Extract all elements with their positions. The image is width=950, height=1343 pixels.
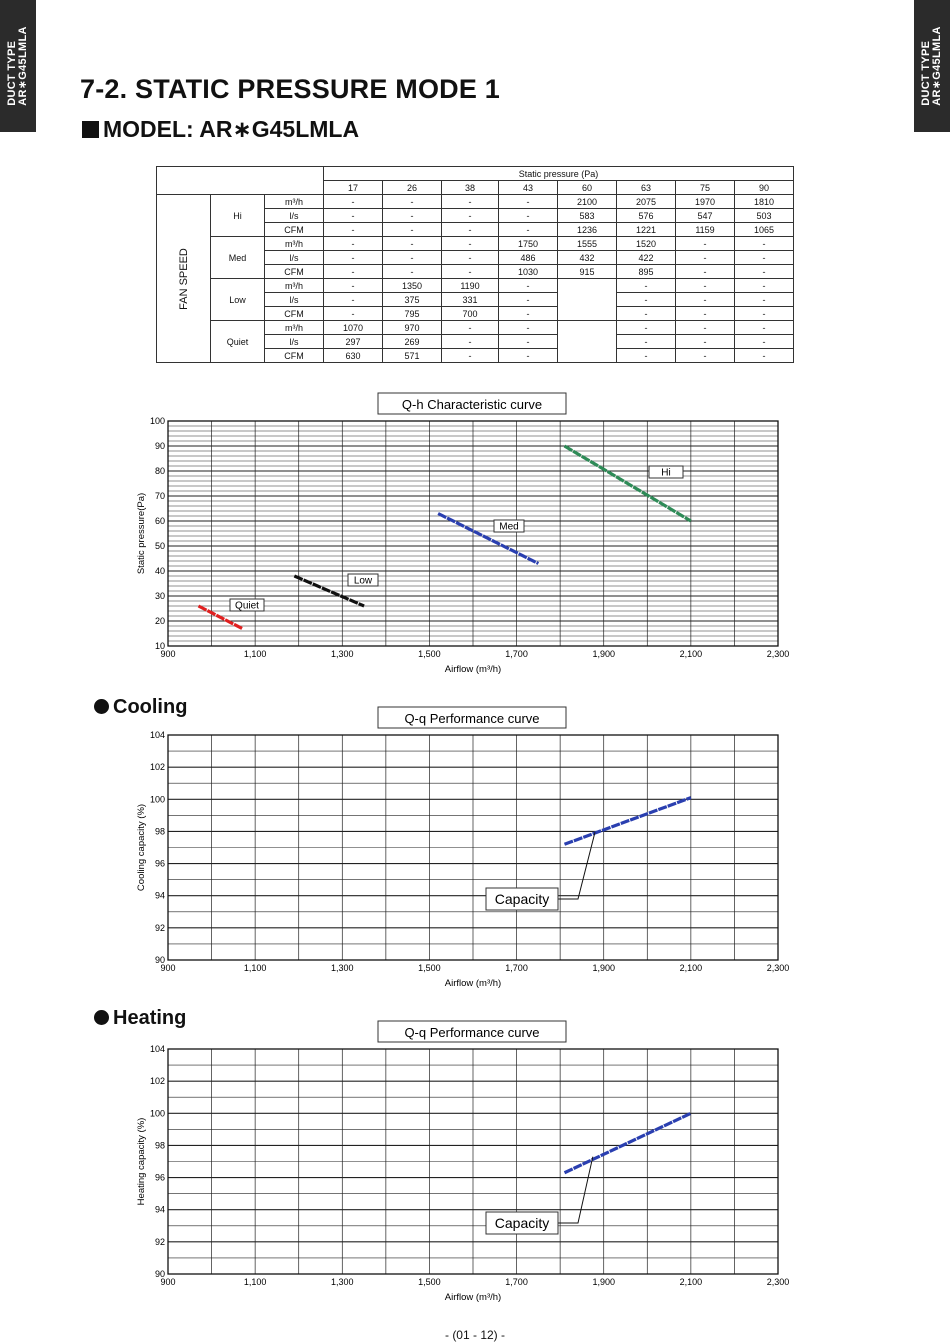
side-tab-right <box>914 0 950 132</box>
value-cell: 1030 <box>499 265 558 279</box>
value-cell: 432 <box>558 251 617 265</box>
unit-cell: m³/h <box>265 279 324 293</box>
y-tick-label: 90 <box>154 1269 165 1279</box>
pressure-cell: 75 <box>676 181 735 195</box>
static-pressure-table <box>156 166 794 363</box>
value-cell: - <box>499 195 558 209</box>
pressure-cell: 63 <box>617 181 676 195</box>
chart-title: Q-q Performance curve <box>404 1025 540 1040</box>
chart-title: Q-q Performance curve <box>404 711 540 726</box>
value-cell: - <box>676 279 735 293</box>
y-tick-label: 94 <box>154 1204 165 1215</box>
x-tick-label: 900 <box>160 1277 176 1287</box>
y-tick-label: 70 <box>154 491 165 501</box>
x-tick-label: 1,100 <box>243 963 267 973</box>
x-tick-label: 900 <box>160 963 176 973</box>
value-cell <box>558 321 617 335</box>
table-row <box>157 279 794 293</box>
value-cell: - <box>676 293 735 307</box>
value-cell: - <box>441 335 498 349</box>
value-cell: - <box>382 223 441 237</box>
heating-chart <box>130 1018 810 1313</box>
x-tick-label: 2,300 <box>766 1277 790 1287</box>
value-cell: 895 <box>617 265 676 279</box>
side-tab-line1: DUCT TYPE <box>6 40 18 106</box>
value-cell: - <box>441 349 498 363</box>
speed-cell: Quiet <box>211 321 265 363</box>
y-tick-label: 20 <box>154 616 165 626</box>
x-tick-label: 1,500 <box>418 1277 441 1287</box>
y-axis-label: Heating capacity (%) <box>136 1117 147 1206</box>
y-tick-label: 102 <box>149 1076 165 1087</box>
value-cell: 503 <box>735 209 794 223</box>
unit-cell: l/s <box>265 209 324 223</box>
value-cell <box>558 307 617 321</box>
x-tick-label: 2,300 <box>766 649 790 659</box>
value-cell: - <box>441 237 498 251</box>
cooling-label: Cooling <box>113 696 188 718</box>
speed-cell: Med <box>211 237 265 279</box>
value-cell: - <box>382 265 441 279</box>
value-cell: 331 <box>441 293 498 307</box>
y-tick-label: 50 <box>154 541 165 551</box>
y-tick-label: 80 <box>154 466 165 476</box>
x-tick-label: 1,700 <box>505 649 528 659</box>
value-cell: 2100 <box>558 195 617 209</box>
value-cell: - <box>676 307 735 321</box>
value-cell: 297 <box>324 335 383 349</box>
value-cell: - <box>382 237 441 251</box>
unit-cell: CFM <box>265 265 324 279</box>
y-tick-label: 96 <box>154 858 165 869</box>
value-cell: - <box>382 209 441 223</box>
value-cell: - <box>441 265 498 279</box>
value-cell: 1236 <box>558 223 617 237</box>
value-cell: - <box>676 251 735 265</box>
y-tick-label: 104 <box>149 1044 165 1054</box>
table-row <box>157 237 794 251</box>
x-tick-label: 1,100 <box>243 1277 267 1287</box>
bullet-icon <box>94 1010 109 1025</box>
value-cell: - <box>441 321 498 335</box>
value-cell: - <box>324 279 383 293</box>
value-cell: - <box>324 209 383 223</box>
x-tick-label: 1,300 <box>331 649 354 659</box>
x-tick-label: 2,100 <box>679 649 703 659</box>
y-tick-label: 98 <box>154 1140 165 1151</box>
side-tab-line2: AR∗G45LMLA <box>17 26 29 106</box>
x-tick-label: 2,300 <box>766 963 790 973</box>
value-cell: - <box>617 293 676 307</box>
y-tick-label: 100 <box>149 794 165 805</box>
x-tick-label: 1,500 <box>418 963 441 973</box>
value-cell: - <box>617 321 676 335</box>
value-cell: - <box>735 321 794 335</box>
value-cell: - <box>735 237 794 251</box>
series-line-hi <box>565 446 691 521</box>
value-cell: 576 <box>617 209 676 223</box>
value-cell: 269 <box>382 335 441 349</box>
value-cell: - <box>676 321 735 335</box>
table-header-row <box>157 167 794 181</box>
pressure-cell: 43 <box>499 181 558 195</box>
value-cell: 1190 <box>441 279 498 293</box>
value-cell: 2075 <box>617 195 676 209</box>
bullet-icon <box>94 699 109 714</box>
fan-speed-label-cell <box>157 195 211 363</box>
value-cell: - <box>676 335 735 349</box>
static-pressure-header: Static pressure (Pa) <box>324 167 794 181</box>
table-corner <box>157 167 324 195</box>
value-cell: - <box>617 279 676 293</box>
value-cell: - <box>499 223 558 237</box>
value-cell: - <box>324 237 383 251</box>
side-tab-line1: DUCT TYPE <box>920 40 932 106</box>
x-tick-label: 2,100 <box>679 963 703 973</box>
x-tick-label: 1,700 <box>505 963 528 973</box>
chart-title: Q-h Characteristic curve <box>401 397 543 412</box>
x-tick-label: 900 <box>160 649 176 659</box>
value-cell: 1750 <box>499 237 558 251</box>
series-line-capacity <box>565 1113 691 1172</box>
value-cell: - <box>676 265 735 279</box>
y-tick-label: 40 <box>154 566 165 576</box>
cooling-chart <box>130 704 810 999</box>
y-tick-label: 90 <box>154 955 165 965</box>
x-tick-label: 1,100 <box>243 649 267 659</box>
x-axis-label: Airflow (m³/h) <box>444 664 502 675</box>
y-tick-label: 100 <box>149 1108 165 1119</box>
value-cell: - <box>324 223 383 237</box>
value-cell: 1070 <box>324 321 383 335</box>
value-cell <box>558 335 617 349</box>
value-cell: 1520 <box>617 237 676 251</box>
value-cell: - <box>382 251 441 265</box>
value-cell: - <box>735 335 794 349</box>
series-label: Quiet <box>235 600 259 612</box>
pressure-cell: 17 <box>324 181 383 195</box>
y-tick-label: 100 <box>149 416 165 426</box>
value-cell: 1065 <box>735 223 794 237</box>
value-cell: - <box>499 335 558 349</box>
y-tick-label: 90 <box>154 441 165 451</box>
value-cell: - <box>382 195 441 209</box>
value-cell: 1350 <box>382 279 441 293</box>
value-cell: - <box>735 265 794 279</box>
unit-cell: m³/h <box>265 237 324 251</box>
value-cell: - <box>617 307 676 321</box>
value-cell: - <box>324 265 383 279</box>
value-cell: - <box>617 335 676 349</box>
x-tick-label: 1,300 <box>331 963 354 973</box>
unit-cell: m³/h <box>265 195 324 209</box>
callout-leader <box>558 832 595 899</box>
value-cell: - <box>499 279 558 293</box>
y-axis-label: Cooling capacity (%) <box>136 803 147 892</box>
y-tick-label: 104 <box>149 730 165 740</box>
value-cell: - <box>441 223 498 237</box>
value-cell: - <box>324 293 383 307</box>
value-cell: - <box>676 237 735 251</box>
x-tick-label: 2,100 <box>679 1277 703 1287</box>
y-tick-label: 60 <box>154 516 165 526</box>
value-cell: - <box>735 349 794 363</box>
value-cell: 422 <box>617 251 676 265</box>
value-cell: 571 <box>382 349 441 363</box>
value-cell: - <box>499 321 558 335</box>
value-cell: - <box>617 349 676 363</box>
value-cell <box>558 279 617 293</box>
value-cell: - <box>676 349 735 363</box>
x-tick-label: 1,700 <box>505 1277 528 1287</box>
value-cell: 375 <box>382 293 441 307</box>
value-cell: 583 <box>558 209 617 223</box>
value-cell: 1555 <box>558 237 617 251</box>
x-tick-label: 1,500 <box>418 649 441 659</box>
square-bullet-icon <box>82 121 99 138</box>
unit-cell: l/s <box>265 251 324 265</box>
y-tick-label: 92 <box>154 1236 165 1247</box>
value-cell: - <box>499 293 558 307</box>
value-cell <box>558 293 617 307</box>
y-axis-label: Static pressure(Pa) <box>136 492 147 575</box>
value-cell: - <box>499 349 558 363</box>
unit-cell: l/s <box>265 293 324 307</box>
value-cell: - <box>499 307 558 321</box>
x-tick-label: 1,300 <box>331 1277 354 1287</box>
x-axis-label: Airflow (m³/h) <box>444 978 502 989</box>
series-label: Low <box>353 575 373 587</box>
series-label: Capacity <box>494 1215 550 1232</box>
heating-label: Heating <box>113 1007 187 1029</box>
value-cell: - <box>735 251 794 265</box>
series-label: Hi <box>661 467 671 479</box>
table-row <box>157 321 794 335</box>
x-axis-label: Airflow (m³/h) <box>444 1292 502 1303</box>
value-cell: - <box>441 209 498 223</box>
y-tick-label: 102 <box>149 762 165 773</box>
y-tick-label: 94 <box>154 890 165 901</box>
value-cell: - <box>441 251 498 265</box>
unit-cell: CFM <box>265 223 324 237</box>
pressure-cell: 90 <box>735 181 794 195</box>
value-cell <box>558 349 617 363</box>
value-cell: - <box>324 251 383 265</box>
value-cell: - <box>735 307 794 321</box>
y-tick-label: 30 <box>154 591 165 601</box>
value-cell: - <box>324 195 383 209</box>
page-footer: - (01 - 12) - <box>444 1328 505 1342</box>
value-cell: 915 <box>558 265 617 279</box>
y-tick-label: 96 <box>154 1172 165 1183</box>
pressure-cell: 26 <box>382 181 441 195</box>
value-cell: 630 <box>324 349 383 363</box>
value-cell: 1970 <box>676 195 735 209</box>
speed-cell: Hi <box>211 195 265 237</box>
value-cell: - <box>735 279 794 293</box>
x-tick-label: 1,900 <box>592 649 615 659</box>
speed-cell: Low <box>211 279 265 321</box>
value-cell: 1159 <box>676 223 735 237</box>
value-cell: 700 <box>441 307 498 321</box>
y-tick-label: 10 <box>154 641 165 651</box>
qh-chart <box>130 390 810 685</box>
unit-cell: m³/h <box>265 321 324 335</box>
pressure-cell: 38 <box>441 181 498 195</box>
fan-speed-label: FAN SPEED <box>177 247 190 310</box>
value-cell: 795 <box>382 307 441 321</box>
value-cell: - <box>499 209 558 223</box>
side-tab-left <box>0 0 36 132</box>
y-tick-label: 92 <box>154 922 165 933</box>
series-label: Med <box>499 521 519 533</box>
value-cell: 1810 <box>735 195 794 209</box>
x-tick-label: 1,900 <box>592 1277 615 1287</box>
y-tick-label: 98 <box>154 826 165 837</box>
model-heading <box>82 116 359 143</box>
unit-cell: l/s <box>265 335 324 349</box>
series-line-capacity <box>565 798 691 845</box>
side-tab-line2: AR∗G45LMLA <box>931 26 943 106</box>
pressure-cell: 60 <box>558 181 617 195</box>
value-cell: 1221 <box>617 223 676 237</box>
value-cell: - <box>735 293 794 307</box>
x-tick-label: 1,900 <box>592 963 615 973</box>
value-cell: - <box>324 307 383 321</box>
model-label: MODEL: AR∗G45LMLA <box>103 116 360 142</box>
unit-cell: CFM <box>265 349 324 363</box>
unit-cell: CFM <box>265 307 324 321</box>
value-cell: 547 <box>676 209 735 223</box>
value-cell: 970 <box>382 321 441 335</box>
table-row <box>157 195 794 209</box>
series-label: Capacity <box>494 891 550 908</box>
value-cell: - <box>441 195 498 209</box>
page-title: 7-2. STATIC PRESSURE MODE 1 <box>80 74 500 104</box>
value-cell: 486 <box>499 251 558 265</box>
